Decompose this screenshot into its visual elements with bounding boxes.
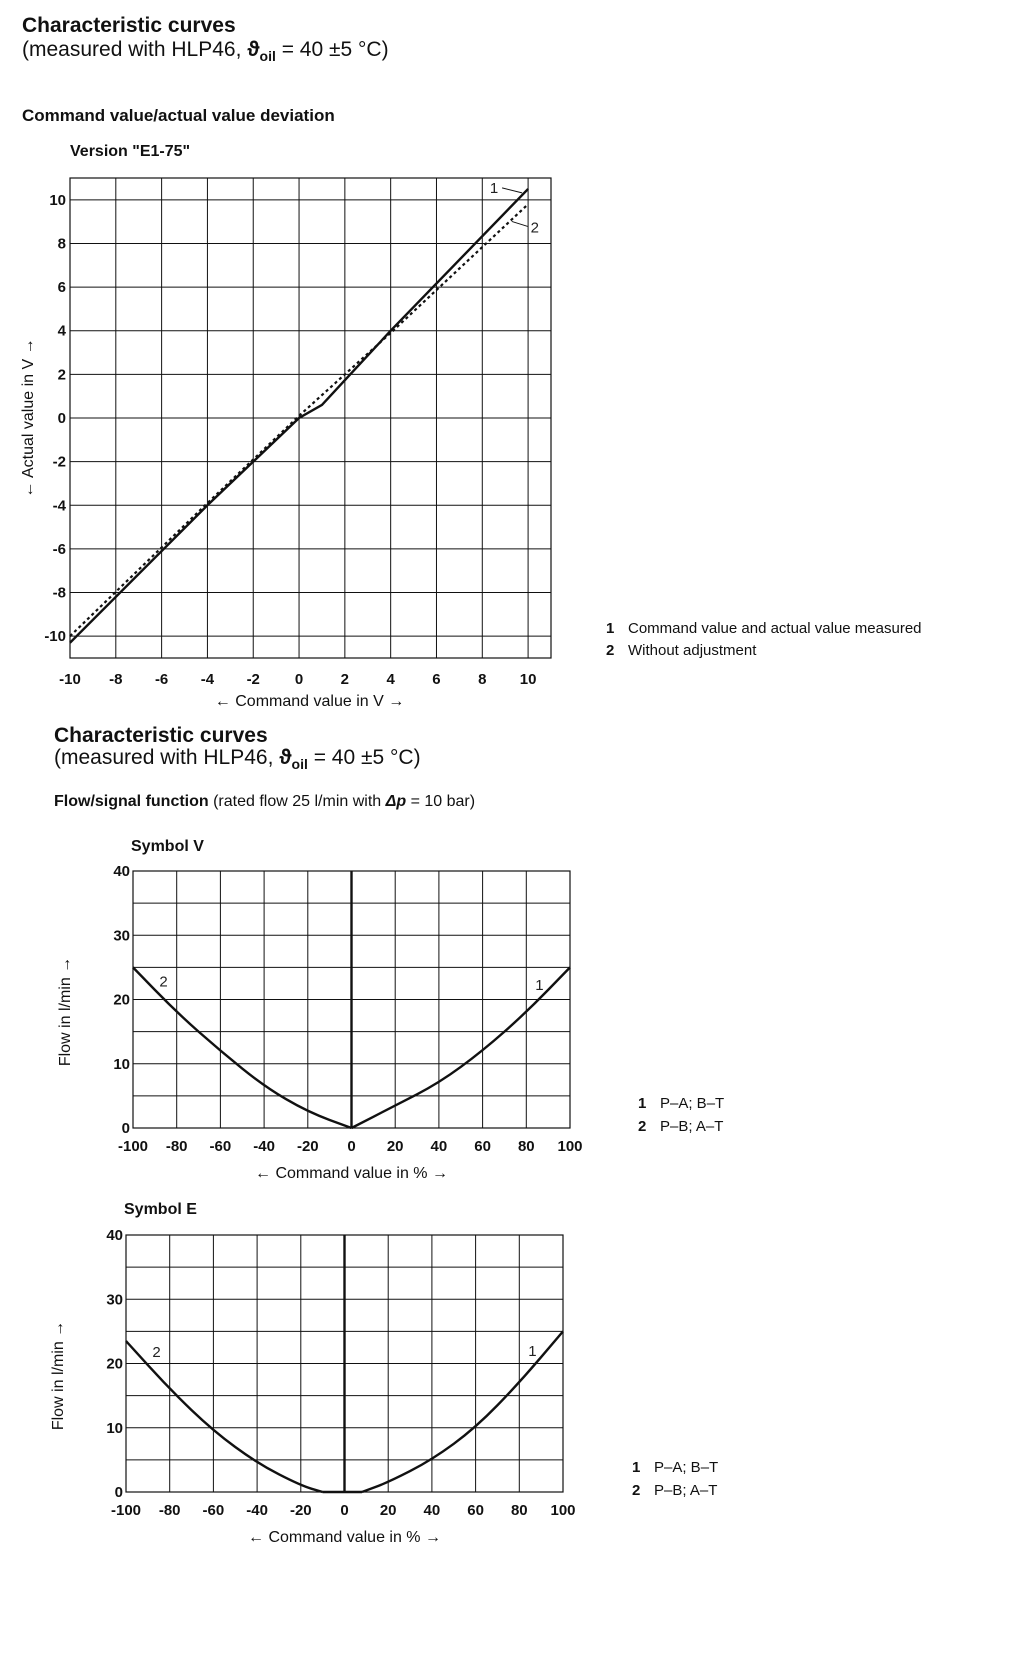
chart2-xtick-label: 60 bbox=[474, 1138, 491, 1155]
legend2-num-2: 2 bbox=[638, 1118, 647, 1135]
chart3-xtick-label: -20 bbox=[289, 1502, 312, 1519]
legend2-item-1 bbox=[638, 1095, 724, 1112]
chart1-xtick-label: -2 bbox=[246, 671, 260, 688]
chart2-xtick-label: -100 bbox=[117, 1138, 149, 1155]
chart1-xtick-label: 0 bbox=[294, 671, 304, 688]
chart1-ytick-label: 0 bbox=[57, 410, 66, 427]
chart2-curve-label-1: 1 bbox=[535, 976, 544, 994]
legend1-item-2 bbox=[606, 642, 756, 659]
chart2-ytick-label: 30 bbox=[113, 927, 130, 945]
chart2-ytick-label: 0 bbox=[121, 1120, 130, 1137]
chart2-xtick-label: 40 bbox=[430, 1138, 448, 1155]
chart1-title: Version "E1-75" bbox=[70, 143, 191, 160]
legend2-text-1: P–A; B–T bbox=[660, 1095, 725, 1112]
chart2-ytick-label: 10 bbox=[113, 1055, 130, 1073]
section1-heading: Command value/actual value deviation bbox=[22, 106, 335, 125]
chart1-ytick-label: -10 bbox=[44, 628, 66, 646]
section2-heading-rest-prefix: (rated flow 25 l/min with bbox=[208, 793, 386, 810]
chart1-label2-leader bbox=[512, 221, 528, 226]
section2-heading-bold: Flow/signal function bbox=[54, 793, 209, 810]
section2-subtitle-prefix: (measured with HLP46, bbox=[54, 746, 280, 769]
chart1-curve-label-2: 2 bbox=[530, 219, 539, 237]
section2-heading-delta: Δp bbox=[385, 793, 407, 810]
chart3-xtick-label: -40 bbox=[246, 1502, 268, 1519]
legend3-num-1: 1 bbox=[632, 1459, 641, 1476]
chart3-xtick-label: 0 bbox=[340, 1502, 349, 1519]
chart3-xtick-label: 60 bbox=[467, 1502, 484, 1519]
legend3-num-2: 2 bbox=[632, 1482, 641, 1499]
chart3-xtick-label: 100 bbox=[550, 1502, 576, 1519]
legend1-item-1 bbox=[606, 620, 922, 637]
chart1-label1-leader bbox=[502, 188, 522, 193]
legend2-item-2 bbox=[638, 1118, 723, 1135]
chart3-title: Symbol E bbox=[124, 1201, 197, 1218]
legend2-num-1: 1 bbox=[638, 1095, 647, 1112]
chart3-curve-label-1: 1 bbox=[528, 1342, 537, 1360]
chart2-xtick-label: -20 bbox=[296, 1138, 319, 1155]
chart2-xtick-label: -80 bbox=[165, 1138, 188, 1155]
chart2-series-line-2 bbox=[133, 967, 352, 1128]
chart3-xtick-label: 40 bbox=[423, 1502, 441, 1519]
chart2-xtick-label: -60 bbox=[209, 1138, 232, 1155]
chart-flow-symbol-e bbox=[0, 1213, 620, 1553]
chart-command-actual-deviation bbox=[0, 160, 600, 720]
chart1-xtick-label: 8 bbox=[478, 671, 487, 688]
section1-theta-sub: oil bbox=[259, 48, 276, 65]
chart1-xtick-label: -10 bbox=[59, 671, 81, 688]
chart3-xtick-label: -80 bbox=[158, 1502, 181, 1519]
chart3-ylabel: Flow in l/min → bbox=[50, 1320, 67, 1431]
section2-heading bbox=[54, 793, 475, 811]
chart1-ytick-label: -4 bbox=[52, 497, 66, 515]
chart1-xtick-label: 10 bbox=[519, 671, 537, 688]
legend1-num-2: 2 bbox=[606, 642, 615, 659]
chart2-curve-label-2: 2 bbox=[159, 973, 168, 991]
chart3-ytick-label: 40 bbox=[106, 1227, 123, 1244]
legend2-text-2: P–B; A–T bbox=[660, 1118, 724, 1135]
chart2-xtick-label: 100 bbox=[557, 1138, 583, 1155]
chart1-curve-label-1: 1 bbox=[489, 179, 499, 197]
chart3-xtick-label: -100 bbox=[110, 1502, 142, 1519]
section2-heading-rest-suffix: = 10 bar) bbox=[406, 793, 476, 810]
chart3-ytick-label: 10 bbox=[106, 1419, 123, 1437]
section1-title: Characteristic curves bbox=[22, 14, 236, 37]
section1-subtitle bbox=[22, 38, 389, 64]
section1-subtitle-prefix: (measured with HLP46, bbox=[22, 38, 248, 61]
legend3-text-1: P–A; B–T bbox=[654, 1459, 719, 1476]
legend3-item-2 bbox=[632, 1482, 717, 1499]
chart-flow-symbol-v bbox=[0, 850, 620, 1190]
section2-theta-sub: oil bbox=[291, 756, 308, 773]
chart3-ytick-label: 30 bbox=[106, 1291, 123, 1309]
chart1-xtick-label: 2 bbox=[340, 671, 350, 688]
chart2-xtick-label: 0 bbox=[347, 1138, 356, 1155]
chart3-ytick-label: 0 bbox=[114, 1484, 123, 1501]
chart1-ytick-label: -8 bbox=[52, 584, 66, 602]
chart2-xtick-label: 80 bbox=[517, 1138, 535, 1155]
chart3-xtick-label: -60 bbox=[202, 1502, 225, 1519]
section1-theta-symbol: ϑ bbox=[247, 38, 260, 61]
chart1-xtick-label: -4 bbox=[200, 671, 215, 688]
chart2-xlabel: ← Command value in % → bbox=[255, 1165, 448, 1182]
chart2-ylabel: Flow in l/min → bbox=[57, 956, 74, 1067]
chart1-xtick-label: -6 bbox=[154, 671, 169, 688]
legend3-item-1 bbox=[632, 1459, 718, 1476]
section2-subtitle-suffix: = 40 ±5 °C) bbox=[307, 746, 421, 769]
section2-theta-symbol: ϑ bbox=[279, 746, 292, 769]
chart1-xtick-label: 4 bbox=[386, 671, 395, 688]
chart3-curve-label-2: 2 bbox=[152, 1344, 161, 1362]
section1-subtitle-suffix: = 40 ±5 °C) bbox=[275, 38, 389, 61]
chart2-ytick-label: 40 bbox=[113, 863, 130, 880]
chart1-ytick-label: 8 bbox=[57, 235, 66, 253]
chart1-ytick-label: 6 bbox=[57, 279, 66, 297]
chart3-xtick-label: 20 bbox=[379, 1502, 397, 1519]
chart2-ytick-label: 20 bbox=[113, 991, 130, 1009]
chart1-ytick-label: -2 bbox=[52, 453, 66, 471]
chart1-xlabel: ← Command value in V → bbox=[214, 693, 405, 710]
chart2-title: Symbol V bbox=[131, 838, 204, 855]
chart1-grid bbox=[70, 178, 551, 658]
chart1-xtick-label: 6 bbox=[432, 671, 441, 688]
chart1-ylabel: ← Actual value in V → bbox=[20, 338, 37, 498]
chart1-ytick-label: 2 bbox=[57, 366, 66, 384]
legend1-text-2: Without adjustment bbox=[628, 642, 757, 659]
chart2-xtick-label: 20 bbox=[386, 1138, 404, 1155]
chart1-ytick-label: 10 bbox=[49, 191, 66, 209]
legend3-text-2: P–B; A–T bbox=[654, 1482, 718, 1499]
section2-subtitle bbox=[54, 746, 421, 772]
section2-title: Characteristic curves bbox=[54, 724, 268, 747]
legend1-text-1: Command value and actual value measured bbox=[628, 620, 922, 637]
chart2-xtick-label: -40 bbox=[253, 1138, 275, 1155]
legend1-num-1: 1 bbox=[606, 620, 615, 637]
chart3-ytick-label: 20 bbox=[106, 1355, 123, 1373]
chart3-xtick-label: 80 bbox=[510, 1502, 528, 1519]
chart1-xtick-label: -8 bbox=[109, 671, 123, 688]
chart1-ytick-label: -6 bbox=[52, 540, 66, 558]
chart3-xlabel: ← Command value in % → bbox=[248, 1529, 441, 1546]
chart1-ytick-label: 4 bbox=[57, 322, 66, 340]
